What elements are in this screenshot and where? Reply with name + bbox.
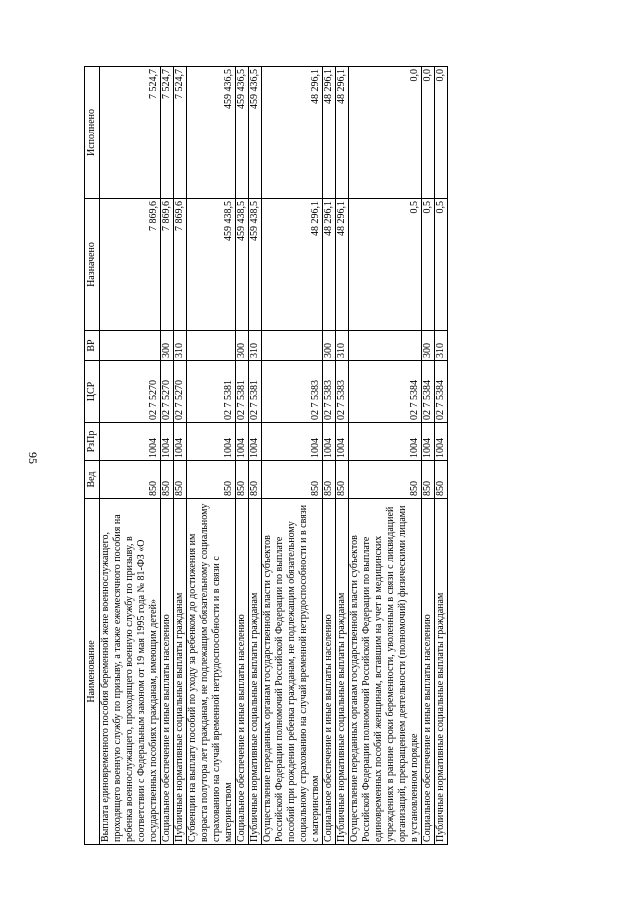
row-vr: 310 [249,331,262,361]
row-name: Выплата единовременного пособия беременной жене военнослужащего, проходящего военную службу по призыву, а также ежемесячного пособия на ребенка военнослужащего, проходящего военную службу по призыву, в соответствии с Федеральным законом от 19 мая 1995 года № 81-ФЗ «О государственных пособиях гражданам, имеющим детей» [100,499,161,845]
row-csr: 02 7 5384 [435,361,448,423]
row-csr: 02 7 5381 [187,361,236,423]
row-csr: 02 7 5270 [161,361,174,423]
row-vr: 300 [236,331,249,361]
row-name: Социальное обеспечение и иные выплаты населению [161,499,174,845]
row-executed: 48 296,1 [336,67,349,199]
row-vr [100,331,161,361]
row-executed: 459 436,5 [249,67,262,199]
row-ved: 850 [262,461,323,499]
row-ved: 850 [161,461,174,499]
table-row [249,67,262,845]
row-vr: 300 [161,331,174,361]
row-executed: 48 296,1 [323,67,336,199]
row-csr: 02 7 5383 [323,361,336,423]
row-vr [262,331,323,361]
table-row [323,67,336,845]
row-rzpr: 1004 [435,423,448,461]
row-rzpr: 1004 [236,423,249,461]
table-row [161,67,174,845]
row-csr: 02 7 5384 [422,361,435,423]
column-header-ved: Вед [85,461,100,499]
row-ved: 850 [100,461,161,499]
column-header-rzpr: РзПр [85,423,100,461]
row-ved: 850 [249,461,262,499]
row-executed: 7 524,7 [100,67,161,199]
row-executed: 459 436,5 [236,67,249,199]
row-assigned: 459 438,5 [236,199,249,331]
column-header-assigned: Назначено [85,199,100,331]
column-header-executed: Исполнено [85,67,100,199]
row-csr: 02 7 5383 [262,361,323,423]
table-row [422,67,435,845]
row-name: Публичные нормативные социальные выплаты гражданам [336,499,349,845]
row-rzpr: 1004 [323,423,336,461]
table-row [349,67,422,845]
row-name: Субвенции на выплату пособий по уходу за ребенком до достижения им возраста полутора лет гражданам, не подлежащим обязательному социальному страхованию на случай временной нетрудоспособности и в связи с материнством [187,499,236,845]
row-assigned: 7 869,6 [100,199,161,331]
row-vr: 310 [435,331,448,361]
table-row [174,67,187,845]
row-assigned: 459 438,5 [249,199,262,331]
row-ved: 850 [422,461,435,499]
column-header-name: Наименование [85,499,100,845]
row-assigned: 0,5 [422,199,435,331]
row-csr: 02 7 5381 [249,361,262,423]
table-row [336,67,349,845]
table-row [435,67,448,845]
table-row [236,67,249,845]
row-assigned: 48 296,1 [262,199,323,331]
row-vr: 310 [174,331,187,361]
row-rzpr: 1004 [249,423,262,461]
row-assigned: 459 438,5 [187,199,236,331]
row-rzpr: 1004 [161,423,174,461]
row-rzpr: 1004 [174,423,187,461]
row-executed: 0,0 [435,67,448,199]
budget-table [84,66,448,845]
row-csr: 02 7 5270 [100,361,161,423]
row-ved: 850 [187,461,236,499]
header-row [85,67,100,845]
row-name: Социальное обеспечение и иные выплаты населению [422,499,435,845]
row-executed: 459 436,5 [187,67,236,199]
row-rzpr: 1004 [187,423,236,461]
row-name: Публичные нормативные социальные выплаты гражданам [174,499,187,845]
row-executed: 7 524,7 [161,67,174,199]
row-assigned: 0,5 [435,199,448,331]
table-row [100,67,161,845]
row-csr: 02 7 5383 [336,361,349,423]
row-rzpr: 1004 [349,423,422,461]
column-header-csr: ЦСР [85,361,100,423]
row-name: Социальное обеспечение и иные выплаты населению [323,499,336,845]
row-ved: 850 [174,461,187,499]
row-name: Осуществление переданных органам государственной власти субъектов Российской Федерации полномочий Российской Федерации по выплате пособий при рождении ребенка гражданам, не подлежащим обязательному социальному страхованию на случай временной нетрудоспособности и в связи с материнством [262,499,323,845]
column-header-vr: ВР [85,331,100,361]
row-assigned: 0,5 [349,199,422,331]
row-vr [187,331,236,361]
row-vr: 300 [422,331,435,361]
row-assigned: 48 296,1 [336,199,349,331]
row-assigned: 7 869,6 [174,199,187,331]
row-vr: 300 [323,331,336,361]
row-csr: 02 7 5384 [349,361,422,423]
row-executed: 48 296,1 [262,67,323,199]
row-name: Осуществление переданных органам государственной власти субъектов Российской Федерации полномочий Российской Федерации по выплате единовременных пособий женщинам, вставшим на учет в медицинских учреждениях в ранние сроки беременности, уволенным в связи с ликвидацией организаций, прекращением деятельности (полномочий) физическими лицами в установленном порядке [349,499,422,845]
row-ved: 850 [349,461,422,499]
row-executed: 0,0 [422,67,435,199]
row-csr: 02 7 5270 [174,361,187,423]
table-row [187,67,236,845]
row-ved: 850 [336,461,349,499]
row-vr [349,331,422,361]
rotated-table-container [84,67,513,845]
row-ved: 850 [236,461,249,499]
row-rzpr: 1004 [262,423,323,461]
row-ved: 850 [323,461,336,499]
row-assigned: 7 869,6 [161,199,174,331]
row-rzpr: 1004 [100,423,161,461]
table-row [262,67,323,845]
row-executed: 0,0 [349,67,422,199]
row-rzpr: 1004 [422,423,435,461]
row-name: Публичные нормативные социальные выплаты гражданам [435,499,448,845]
row-csr: 02 7 5381 [236,361,249,423]
row-assigned: 48 296,1 [323,199,336,331]
row-rzpr: 1004 [336,423,349,461]
page-number: 95 [26,452,40,464]
row-name: Публичные нормативные социальные выплаты гражданам [249,499,262,845]
row-ved: 850 [435,461,448,499]
row-executed: 7 524,7 [174,67,187,199]
row-name: Социальное обеспечение и иные выплаты населению [236,499,249,845]
row-vr: 310 [336,331,349,361]
